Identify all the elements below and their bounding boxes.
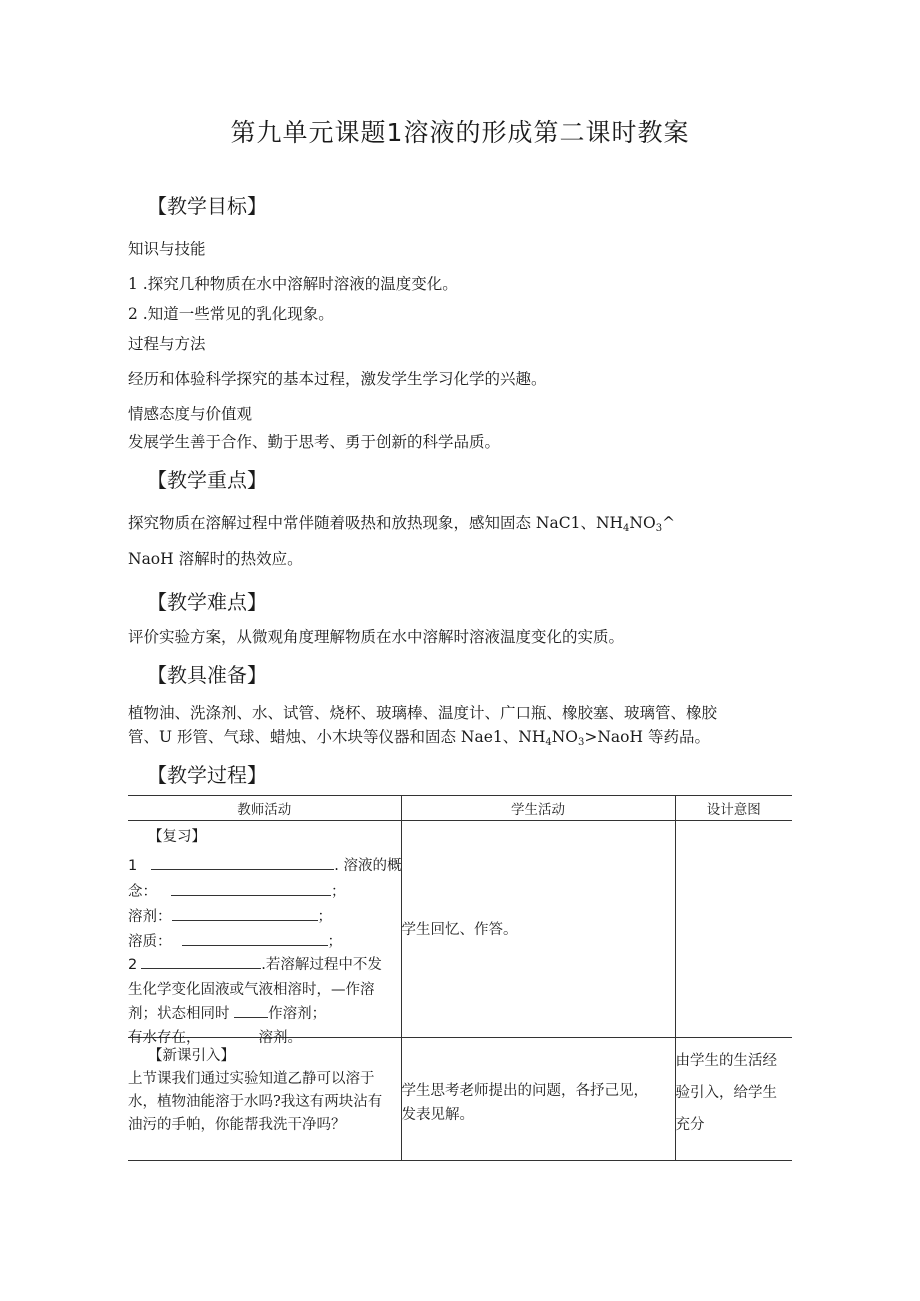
review-teacher-cell <box>128 821 402 1046</box>
intro-line-3: 油污的手帕，你能帮我洗干净吗？ <box>128 1117 346 1133</box>
review-student-text: 学生回忆、作答。 <box>401 922 518 938</box>
review-line-5: 2 .若溶解过程中不发 <box>128 953 382 974</box>
difficulties-text: 评价实验方案，从微观角度理解物质在水中溶解时溶液温度变化的实质。 <box>128 628 625 646</box>
intro-tag: 【新课引入】 <box>148 1048 235 1064</box>
review-line-7: 剂；状态相同时 作溶剂； <box>128 1002 326 1023</box>
review-intent-cell <box>675 821 792 1038</box>
materials-line-1: 植物油、洗涤剂、水、试管、烧杯、玻璃棒、温度计、广口瓶、橡胶塞、玻璃管、橡胶 <box>128 704 718 722</box>
table-row <box>128 821 792 1038</box>
intro-line-2: 水，植物油能溶于水吗?我这有两块沾有 <box>128 1094 383 1110</box>
review-line-3: 溶剂： ； <box>128 905 332 926</box>
process-heading: 【教学过程】 <box>147 763 267 787</box>
intro-intent-cell <box>675 1038 792 1161</box>
emotion-label: 情感态度与价值观 <box>128 405 253 423</box>
intro-intent-line-2: 验引入，给学生 <box>675 1085 777 1101</box>
process-text: 经历和体验科学探究的基本过程，激发学生学习化学的兴趣。 <box>128 370 547 388</box>
column-header-intent: 设计意图 <box>675 796 792 821</box>
knowledge-item-2: 2 .知道一些常见的乳化现象。 <box>128 305 334 323</box>
column-header-teacher: 教师活动 <box>128 796 401 821</box>
materials-line-2: 管、U 形管、气球、蜡烛、小木块等仪器和固态 Nae1、$NH_4NO_3>NaoH$ 等药品。 <box>128 728 710 748</box>
key-points-line-1: 探究物质在溶解过程中常伴随着吸热和放热现象，感知固态 NaC1、$NH_4NO_3\^{}$ <box>128 514 676 534</box>
emotion-text: 发展学生善于合作、勤于思考、勇于创新的科学品质。 <box>128 433 501 451</box>
key-points-line-2: NaoH 溶解时的热效应。 <box>128 550 303 568</box>
difficulties-heading: 【教学难点】 <box>147 590 267 614</box>
intro-student-line-1: 学生思考老师提出的问题，各抒己见， <box>401 1083 648 1099</box>
review-line-6: 生化学变化固液或气液相溶时，—作溶 <box>128 982 375 998</box>
table-header-row <box>128 796 792 821</box>
table-row <box>128 1038 792 1161</box>
review-student-cell <box>401 821 675 1038</box>
review-line-1: 1 . 溶液的概 <box>128 854 401 875</box>
goals-heading: 【教学目标】 <box>147 194 267 218</box>
intro-student-cell <box>401 1038 675 1161</box>
knowledge-item-1: 1 .探究几种物质在水中溶解时溶液的温度变化。 <box>128 275 458 293</box>
column-header-student: 学生活动 <box>401 796 675 821</box>
review-line-4: 溶质： ； <box>128 930 342 951</box>
knowledge-label: 知识与技能 <box>128 240 206 258</box>
intro-intent-line-1: 由学生的生活经 <box>675 1053 777 1069</box>
process-label: 过程与方法 <box>128 335 206 353</box>
key-points-heading: 【教学重点】 <box>147 468 267 492</box>
intro-student-line-2: 发表见解。 <box>401 1107 474 1123</box>
page-title: 第九单元课题1溶液的形成第二课时教案 <box>230 118 690 147</box>
intro-intent-line-3: 充分 <box>675 1117 705 1133</box>
process-table <box>128 795 792 1161</box>
intro-line-1: 上节课我们通过实验知道乙静可以溶于 <box>128 1071 375 1087</box>
review-line-2: 念： ； <box>128 880 346 901</box>
review-tag: 【复习】 <box>148 829 206 845</box>
materials-heading: 【教具准备】 <box>147 663 267 687</box>
intro-teacher-cell <box>128 1038 401 1161</box>
review-line-8: 有水存在， 溶剂。 <box>128 1030 302 1046</box>
